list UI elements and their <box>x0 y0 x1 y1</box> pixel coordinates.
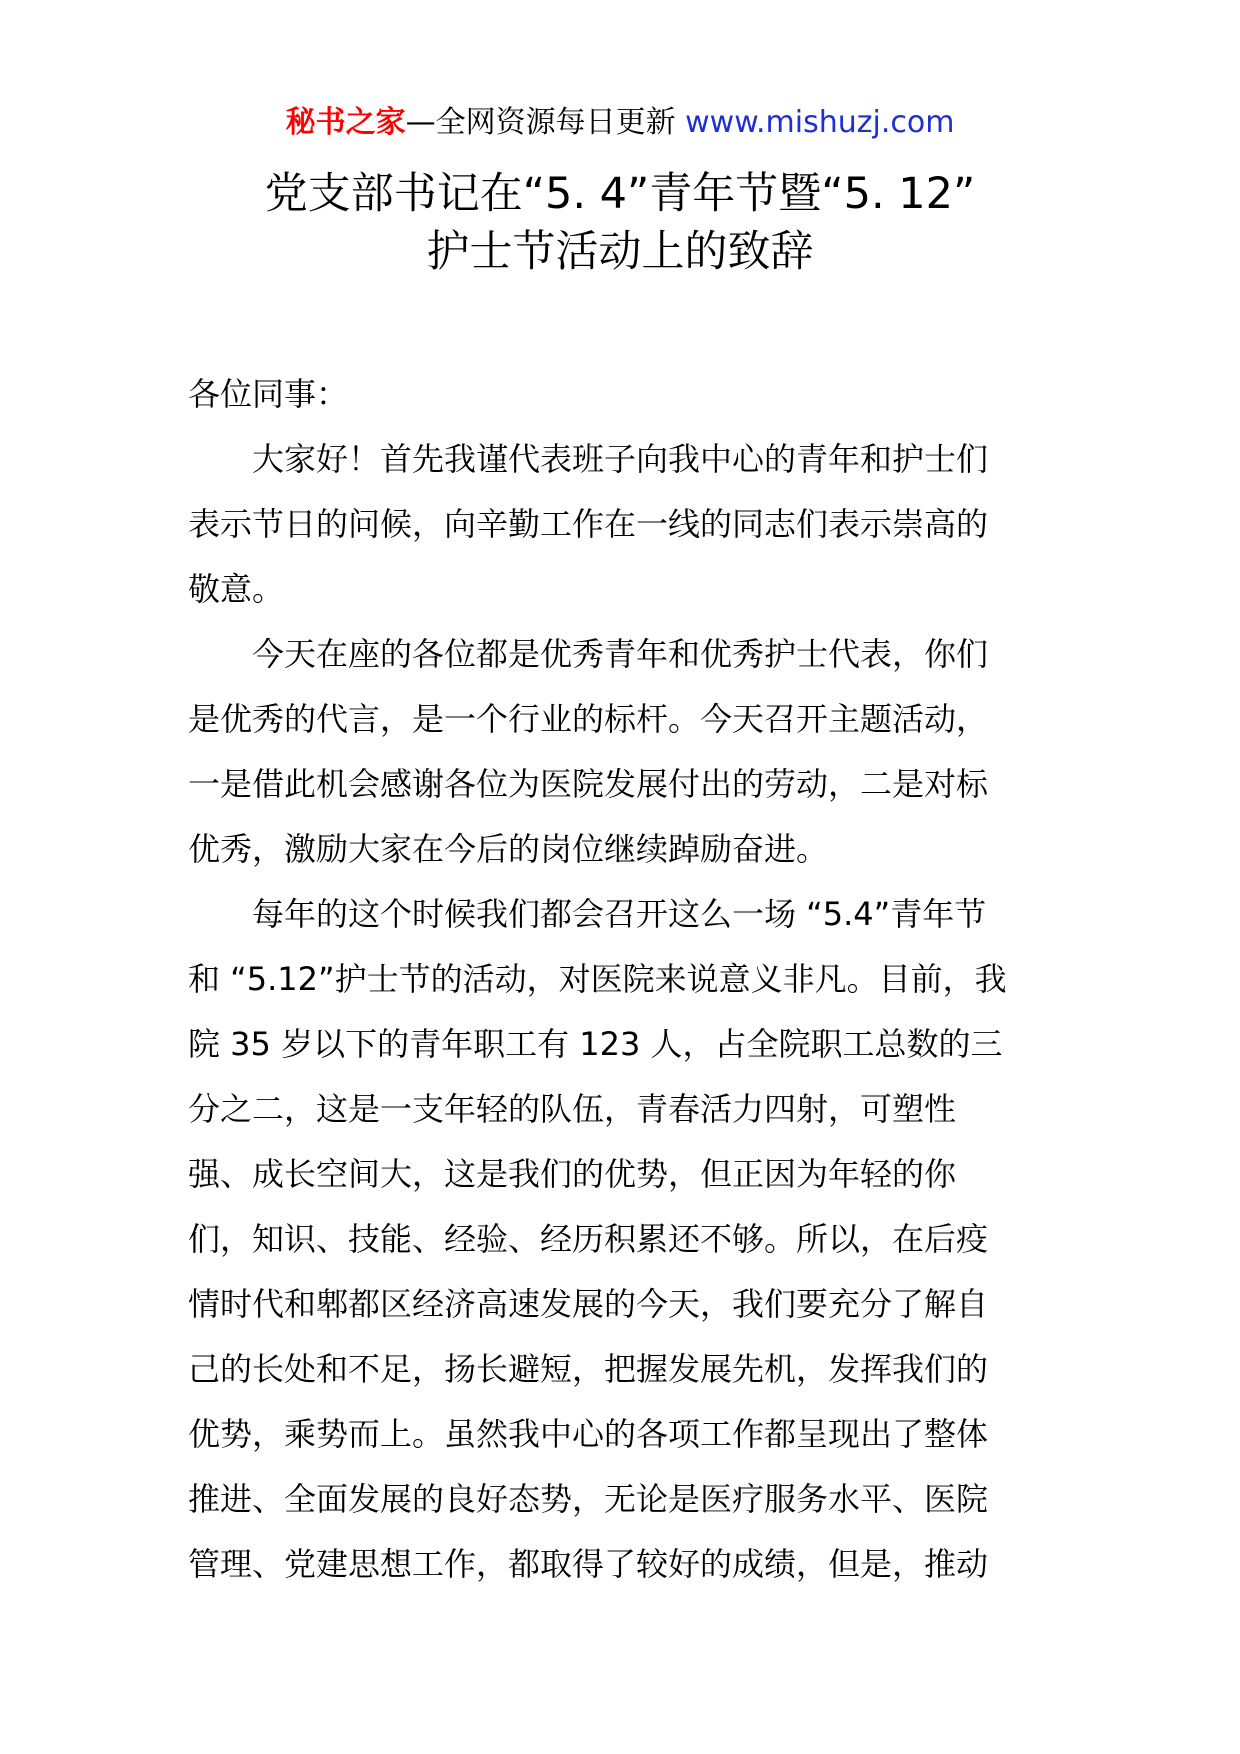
body-line: 己的长处和不足，扬长避短，把握发展先机，发挥我们的 <box>188 1350 989 1388</box>
site-url-link[interactable]: www.mishuzj.com <box>685 105 955 140</box>
salutation: 各位同事： <box>188 375 349 413</box>
body-line: 和 “5.12”护士节的活动，对医院来说意义非凡。目前，我 <box>188 960 1007 998</box>
body-line: 院 35 岁以下的青年职工有 123 人，占全院职工总数的三 <box>188 1025 1003 1063</box>
body-line: 管理、党建思想工作，都取得了较好的成绩，但是，推动 <box>188 1545 989 1583</box>
document-title <box>0 165 1240 281</box>
body-line: 强、成长空间大，这是我们的优势，但正因为年轻的你 <box>188 1155 957 1193</box>
body-line: 优秀，激励大家在今后的岗位继续踔励奋进。 <box>188 830 829 868</box>
body-line: 大家好！首先我谨代表班子向我中心的青年和护士们 <box>188 440 989 478</box>
site-header <box>0 103 1240 143</box>
body-line: 敬意。 <box>188 570 285 608</box>
body-line: 每年的这个时候我们都会召开这么一场 “5.4”青年节 <box>188 895 987 933</box>
body-line: 一是借此机会感谢各位为医院发展付出的劳动，二是对标 <box>188 765 989 803</box>
body-line: 们，知识、技能、经验、经历积累还不够。所以，在后疫 <box>188 1220 989 1258</box>
title-line-1: 党支部书记在“5. 4”青年节暨“5. 12” <box>264 169 976 219</box>
title-line-2: 护士节活动上的致辞 <box>426 227 814 277</box>
body-line: 分之二，这是一支年轻的队伍，青春活力四射，可塑性 <box>188 1090 957 1128</box>
body-line: 情时代和郫都区经济高速发展的今天，我们要充分了解自 <box>188 1285 989 1323</box>
document-body <box>188 362 1058 1597</box>
body-line: 是优秀的代言，是一个行业的标杆。今天召开主题活动， <box>188 700 989 738</box>
brand-name: 秘书之家 <box>285 105 406 140</box>
body-line: 优势，乘势而上。虽然我中心的各项工作都呈现出了整体 <box>188 1415 989 1453</box>
body-line: 推进、全面发展的良好态势，无论是医疗服务水平、医院 <box>188 1480 989 1518</box>
header-slogan: —全网资源每日更新 <box>405 105 686 140</box>
body-line: 今天在座的各位都是优秀青年和优秀护士代表，你们 <box>188 635 989 673</box>
body-line: 表示节日的问候，向辛勤工作在一线的同志们表示崇高的 <box>188 505 989 543</box>
